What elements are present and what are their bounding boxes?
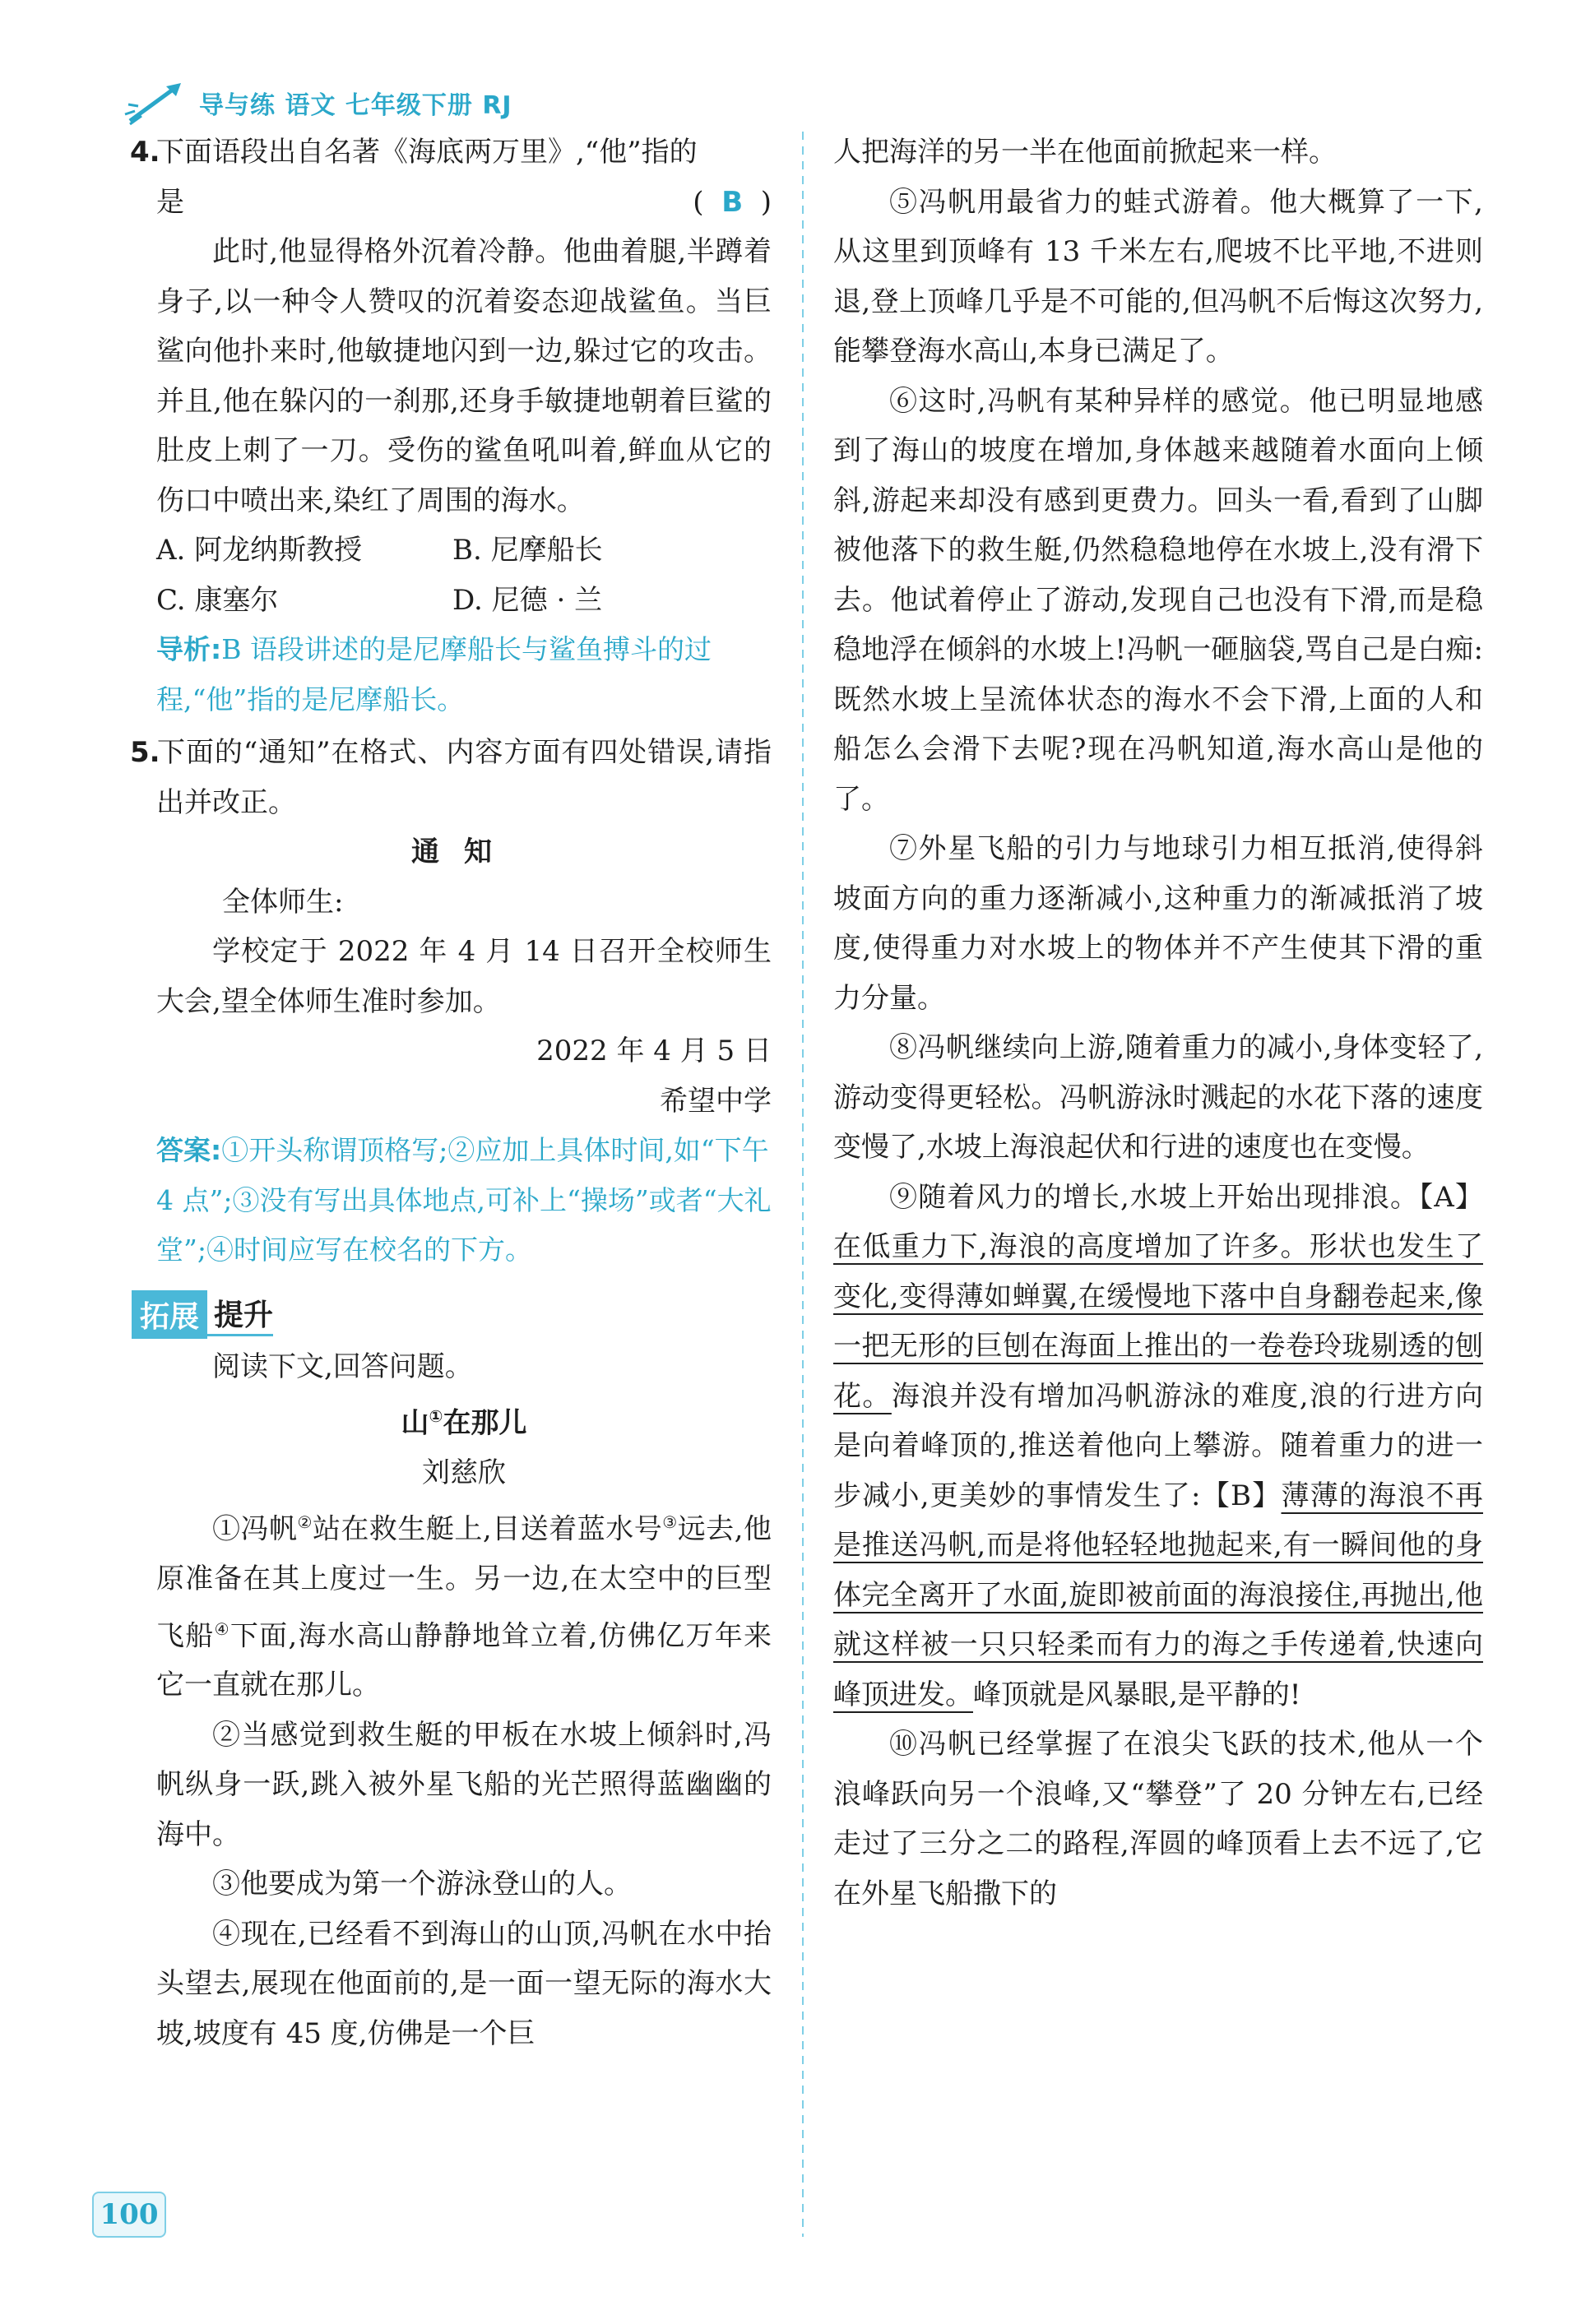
reading-paragraph-6: ⑥这时,冯帆有某种异样的感觉。他已明显地感到了海山的坡度在增加,身体越来越随着水面向上倾斜,游起来却没有感到更费力。回头一看,看到了山脚被他落下的救生艇,仍然稳稳地停在水坡上,没有滑下去。他试着停止了游动,发现自己也没有下滑,而是稳稳地浮在倾斜的水坡上!冯帆一砸脑袋,骂自己是白痴:既然水坡上呈流体状态的海水不会下滑,上面的人和船怎么会滑下去呢?现在冯帆知道,海水高山是他的了。 [833, 384, 1483, 816]
right-column [833, 127, 1483, 1919]
notice-signer: 希望中学 [660, 1084, 772, 1118]
q5-stem-text: 下面的“通知”在格式、内容方面有四处错误,请指出并改正。 [156, 736, 772, 819]
q4-guide [156, 625, 772, 725]
reading-paragraph-8: ⑧冯帆继续向上游,随着重力的减小,身体变轻了,游动变得更轻松。冯帆游泳时溅起的水花下落的速度变慢了,水坡上海浪起伏和行进的速度也在变慢。 [833, 1031, 1483, 1164]
q4-option-c: C. 康塞尔 [156, 583, 279, 617]
q4-passage: 此时,他显得格外沉着冷静。他曲着腿,半蹲着身子,以一种令人赞叹的沉着姿态迎战鲨鱼。当巨鲨向他扑来时,他敏捷地闪到一边,躲过它的攻击。并且,他在躲闪的一刹那,还身手敏捷地朝着巨鲨的肚皮上刺了一刀。受伤的鲨鱼吼叫着,鲜血从它的伤口中喷出来,染红了周围的海水。 [156, 235, 772, 517]
reading-paragraph-9: ⑨随着风力的增长,水坡上开始出现排浪。【A】在低重力下,海浪的高度增加了许多。形状也发生了变化,变得薄如蝉翼,在缓慢地下落中自身翻卷起来,像一把无形的巨刨在海面上推出的一卷卷玲珑剔透的刨花。海浪并没有增加冯帆游泳的难度,浪的行进方向是向着峰顶的,推送着他向上攀游。随着重力的进一步减小,更美妙的事情发生了:【B】薄薄的海浪不再是推送冯帆,而是将他轻轻地抛起来,有一瞬间他的身体完全离开了水面,旋即被前面的海浪接住,再抛出,他就这样被一只只轻柔而有力的海之手传递着,快速向峰顶进发。峰顶就是风暴眼,是平静的! [833, 1180, 1484, 1711]
paren-close: ) [760, 185, 772, 219]
q4-options [156, 525, 772, 625]
q4-option-a: A. 阿龙纳斯教授 [156, 534, 363, 567]
q4-number: 4. [130, 136, 160, 169]
notice-body: 学校定于 2022 年 4 月 14 日召开全校师生大会,望全体师生准时参加。 [156, 935, 772, 1018]
guide-label: 导析: [156, 633, 222, 665]
reading-instruction: 阅读下文,回答问题。 [212, 1349, 473, 1383]
underlined-sentence-b: 薄薄的海浪不再是推送冯帆,而是将他轻轻地抛起来,有一瞬间他的身体完全离开了水面,旋即被前面的海浪接住,再抛出,他就这样被一只只轻柔而有力的海之手传递着,快速向峰顶进发。 [833, 1479, 1483, 1711]
q5-stem [130, 728, 772, 827]
reading-paragraph-4-continued: 人把海洋的另一半在他面前掀起来一样。 [833, 136, 1337, 169]
header-title: 导与练 语文 七年级下册 RJ [199, 91, 512, 120]
paren-open: ( [693, 185, 704, 219]
q4-stem [130, 127, 772, 178]
q5-answer [156, 1126, 772, 1275]
q4-option-d: D. 尼德 · 兰 [452, 583, 603, 617]
notice-date: 2022 年 4 月 5 日 [536, 1035, 772, 1067]
q4-answer-parens [693, 178, 772, 228]
reading-paragraph-10: ⑩冯帆已经掌握了在浪尖飞跃的技术,他从一个浪峰跃向另一个浪峰,又“攀登”了 20 分钟左右,已经走过了三分之二的路程,浑圆的峰顶看上去不远了,它在外星飞船撒下的 [833, 1728, 1483, 1910]
notice-salutation: 全体师生: [222, 885, 344, 919]
column-divider [802, 132, 804, 2237]
q4-stem-line2 [156, 178, 772, 228]
q4-answer: B [721, 185, 744, 219]
rocket-icon [123, 78, 189, 127]
page-number: 100 [92, 2192, 166, 2238]
reading-paragraph-1: ①冯帆②站在救生艇上,目送着蓝水号③远去,他原准备在其上度过一生。另一边,在太空中的巨型飞船④下面,海水高山静静地耸立着,仿佛亿万年来它一直就在那儿。 [156, 1512, 772, 1702]
q4-stem-end: 是 [156, 185, 184, 219]
reading-author: 刘慈欣 [422, 1456, 506, 1489]
section-heading [132, 1290, 772, 1339]
page-header [123, 78, 512, 127]
q5-number: 5. [130, 736, 160, 769]
answer-text: ①开头称谓顶格写;②应加上具体时间,如“下午 4 点”;③没有写出具体地点,可补上“操场”或者“大礼堂”;④时间应写在校名的下方。 [156, 1134, 772, 1266]
reading-paragraph-4: ④现在,已经看不到海山的山顶,冯帆在水中抬头望去,展现在他面前的,是一面一望无际的海水大坡,坡度有 45 度,仿佛是一个巨 [156, 1917, 772, 2050]
reading-paragraph-5: ⑤冯帆用最省力的蛙式游着。他大概算了一下,从这里到顶峰有 13 千米左右,爬坡不比平地,不进则退,登上顶峰几乎是不可能的,但冯帆不后悔这次努力,能攀登海水高山,本身已满足了。 [833, 185, 1483, 368]
reading-title: 山①在那儿 [401, 1406, 527, 1440]
underlined-sentence-a: 在低重力下,海浪的高度增加了许多。形状也发生了变化,变得薄如蝉翼,在缓慢地下落中自身翻卷起来,像一把无形的巨刨在海面上推出的一卷卷玲珑剔透的刨花。 [833, 1230, 1483, 1413]
reading-paragraph-3: ③他要成为第一个游泳登山的人。 [212, 1868, 632, 1901]
section-label-box: 拓展 [132, 1290, 207, 1339]
q4-option-b: B. 尼摩船长 [452, 534, 603, 567]
guide-text: B 语段讲述的是尼摩船长与鲨鱼搏斗的过程,“他”指的是尼摩船长。 [156, 633, 712, 715]
answer-label: 答案: [156, 1134, 222, 1166]
reading-paragraph-7: ⑦外星飞船的引力与地球引力相互抵消,使得斜坡面方向的重力逐渐减小,这种重力的渐减抵消了坡度,使得重力对水坡上的物体并不产生使其下滑的重力分量。 [833, 832, 1483, 1015]
left-column [130, 127, 772, 2058]
q4-stem-line1: 下面语段出自名著《海底两万里》,“他”指的 [156, 136, 698, 169]
notice-title: 通知 [411, 836, 517, 868]
reading-paragraph-2: ②当感觉到救生艇的甲板在水坡上倾斜时,冯帆纵身一跃,跳入被外星飞船的光芒照得蓝幽幽的海中。 [156, 1718, 772, 1851]
section-label-rest: 提升 [207, 1292, 273, 1336]
